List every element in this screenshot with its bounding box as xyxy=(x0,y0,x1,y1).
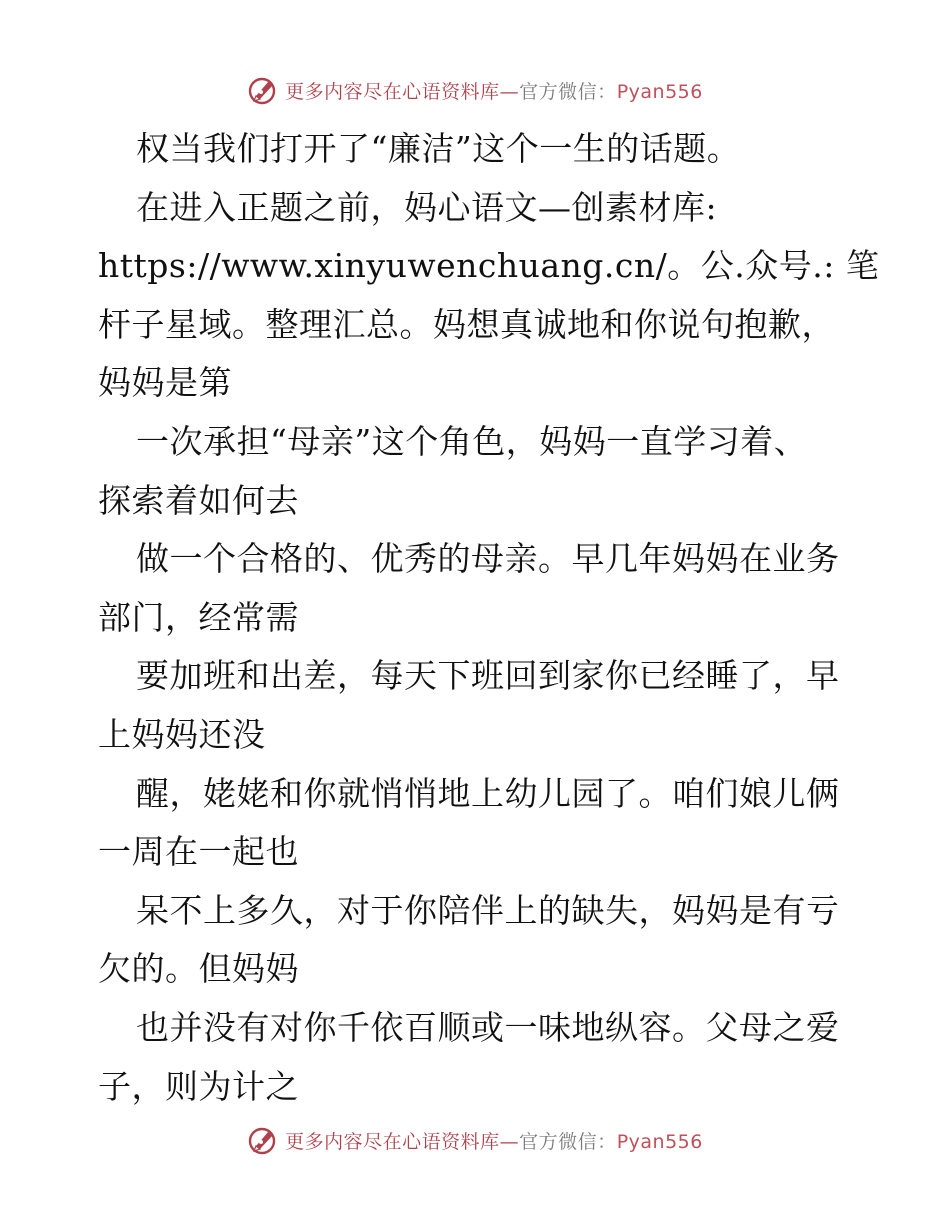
text-line: 妈妈是第 xyxy=(98,363,232,403)
text-line: 权当我们打开了“廉洁”这个一生的话题。 xyxy=(136,129,741,168)
text-line: 在进入正题之前，妈心语文—创素材库: xyxy=(136,187,718,227)
banner-separator: — xyxy=(499,1130,520,1153)
banner-main-text: 更多内容尽在心语资料库 xyxy=(285,80,500,103)
text-line: 呆不上多久，对于你陪伴上的缺失，妈妈是有亏 xyxy=(136,890,840,930)
text-line: 上妈妈还没 xyxy=(98,714,266,754)
text-line: 也并没有对你千依百顺或一味地纵容。父母之爱 xyxy=(136,1007,840,1047)
banner-wechat-label: 官方微信： xyxy=(519,80,617,103)
text-line: 部门，经常需 xyxy=(98,597,299,637)
banner-text xyxy=(285,77,703,104)
banner-text xyxy=(285,1127,703,1154)
footer-banner xyxy=(0,1120,950,1160)
pen-logo-icon xyxy=(247,74,279,106)
text-line: 一次承担“母亲”这个角色，妈妈一直学习着、 xyxy=(136,421,808,461)
header-banner xyxy=(0,70,950,110)
text-line: 一周在一起也 xyxy=(98,832,299,872)
text-line: https://www.xinyuwenchuang.cn/。公.众号.: 笔 xyxy=(98,246,880,286)
banner-wechat-id: Pyan556 xyxy=(616,1130,703,1153)
banner-wechat-label: 官方微信： xyxy=(519,1130,617,1153)
text-line: 欠的。但妈妈 xyxy=(98,949,299,989)
banner-wechat-id: Pyan556 xyxy=(616,80,703,103)
body-text xyxy=(98,120,880,1116)
banner-separator: — xyxy=(499,80,520,103)
text-line: 做一个合格的、优秀的母亲。早几年妈妈在业务 xyxy=(136,539,840,579)
text-line: 醒，姥姥和你就悄悄地上幼儿园了。咱们娘儿俩 xyxy=(136,773,840,813)
text-line: 杆子星域。整理汇总。妈想真诚地和你说句抱歉， xyxy=(98,304,835,344)
text-line: 探索着如何去 xyxy=(98,480,299,520)
text-line: 要加班和出差，每天下班回到家你已经睡了，早 xyxy=(136,656,840,696)
text-line: 子，则为计之 xyxy=(98,1066,299,1106)
banner-main-text: 更多内容尽在心语资料库 xyxy=(285,1130,500,1153)
pen-logo-icon xyxy=(247,1124,279,1156)
